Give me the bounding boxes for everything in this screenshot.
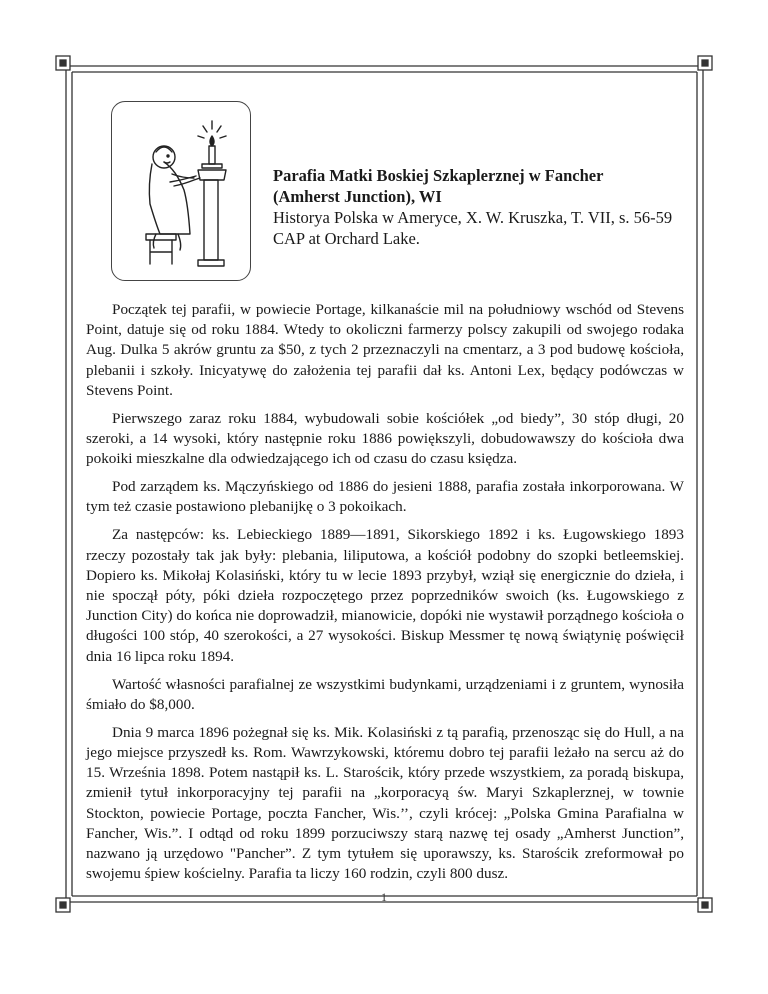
document-title-line-1: Parafia Matki Boskiej Szkaplerznej w Fancher — [273, 166, 604, 185]
document-header — [273, 165, 673, 249]
illustration-box — [111, 101, 251, 281]
paragraph: Pod zarządem ks. Mączyńskiego od 1886 do jesieni 1888, parafia została inkorporowana. W tym też czasie postawiono plebanijkę o 3 pokoikach. — [86, 478, 684, 516]
source-citation-line-1: Historya Polska w Ameryce, X. W. Kruszka, T. VII, s. 56-59 — [273, 208, 673, 227]
paragraph: Początek tej parafii, w powiecie Portage, kilkanaście mil na południowy wschód od Stevens Point, datuje się od roku 1884. Wtedy to okoliczni farmerzy polscy zakupili od swojego rodaka Aug. Dulka 5 akrów gruntu za $50, z tych 2 przeznaczyli na cmentarz, a 3 pod budowę kościoła, plebanii i szkoły. Inicyatywę do założenia tej parafii dał ks. Antoni Lex, będący podówczas w Stevens Point. — [86, 301, 684, 399]
paragraph: Za następców: ks. Lebieckiego 1889—1891, Sikorskiego 1892 i ks. Ługowskiego 1893 rzeczy pozostały tak jak były: plebania, liliputowa, a kościół podobny do szopki betleemskiej. Dopiero ks. Mikołaj Kolasiński, który tu w lecie 1893 przybył, wziął się energicznie do dzieła, i nie spoczął póty, póki dzieła rozpoczętego przez poprzedników swoich (ks. Ługowskiego z Junction City) do końca nie doprowadził, mianowicie, dopóki nie wystawił porządnego kościoła o długości 100 stóp, 40 szerokości, a 27 wysokości. Biskup Messmer tę nową świątynię poświęcił dnia 16 lipca roku 1894. — [86, 526, 684, 665]
article-body — [86, 300, 684, 892]
source-citation-line-2: CAP at Orchard Lake. — [273, 229, 420, 248]
document-title-line-2: (Amherst Junction), WI — [273, 187, 442, 206]
paragraph: Wartość własności parafialnej ze wszystkimi budynkami, urządzeniami i z gruntem, wynosiła śmiało do $8,000. — [86, 675, 684, 713]
page-number: 1 — [381, 890, 387, 904]
monk-writing-by-candle-icon — [112, 102, 250, 280]
paragraph: Dnia 9 marca 1896 pożegnał się ks. Mik. Kolasiński z tą parafią, przenosząc się do Hull, a na jego miejsce przyszedł ks. Rom. Wawrzykowski, któremu dobro tej parafii leżało na sercu aż do 15. Września 1898. Potem nastąpił ks. L. Starościk, który przede wszystkiem, za poradą biskupa, zmienił tytuł inkorporacyjny tej parafii na „korporacyą św. Maryi Szkaplerznej, w townie Stockton, powiecie Portage, poczta Fancher, Wis.’’, czyli krócej: „Polska Gmina Parafialna w Fancher, Wis.”. I odtąd od roku 1899 porzuciwszy starą nazwę tej osady „Amherst Junction”, nazwano ją urzędowo "Pancher”. Z tym tytułem się uporawszy, ks. Starościk zreformował po swojemu śpiew kościelny. Parafia ta liczy 160 rodzin, czyli 800 dusz. — [86, 723, 684, 883]
paragraph: Pierwszego zaraz roku 1884, wybudowali sobie kościółek „od biedy”, 30 stóp długi, 20 szeroki, a 14 wysoki, który następnie roku 1886 powiększyli, dobudowawszy do kościoła dwa pokoiki mieszkalne dla odwiedzającego ich od czasu do czasu księdza. — [86, 409, 684, 468]
